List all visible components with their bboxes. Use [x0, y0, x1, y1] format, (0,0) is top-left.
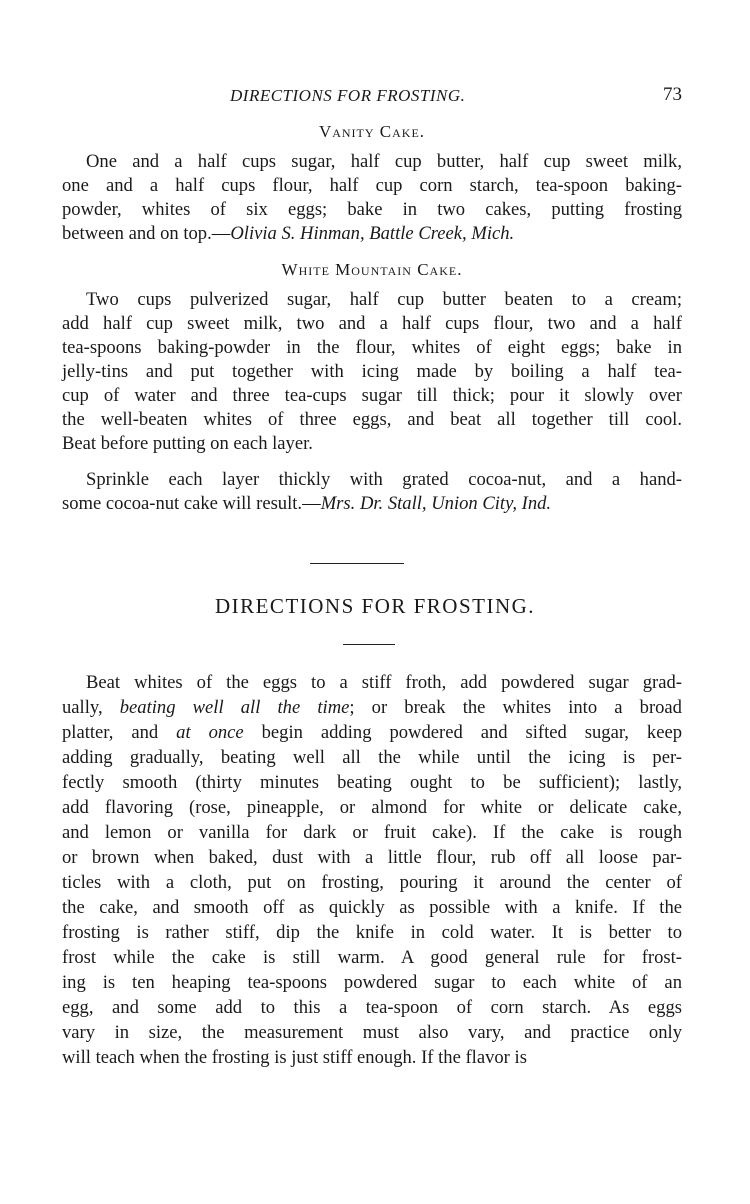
text-run: platter, and	[62, 722, 177, 743]
text-line	[62, 920, 682, 945]
recipe-title: Vanity Cake.	[318, 122, 426, 141]
text-run: fectly smooth (thirty minutes beating ought to be sufficient); lastly,	[62, 772, 682, 793]
text-line	[62, 432, 682, 456]
text-run: add flavoring (rose, pineapple, or almond for white or delicate cake,	[62, 797, 682, 818]
running-header-title: DIRECTIONS FOR FROSTING.	[230, 86, 466, 105]
text-run: and lemon or vanilla for dark or fruit cake). If the cake is rough	[62, 822, 682, 843]
text-line	[62, 174, 682, 198]
paragraph	[62, 288, 682, 456]
italic-text: Mrs. Dr. Stall, Union City, Ind.	[320, 493, 552, 514]
recipe-white-mountain-cake	[62, 260, 682, 516]
text-run: ; or break the whites into a broad	[349, 697, 682, 718]
text-run: Two cups pulverized sugar, half cup butter beaten to a cream;	[86, 289, 682, 310]
text-line	[62, 312, 682, 336]
text-run: the well-beaten whites of three eggs, and beat all together till cool.	[62, 409, 682, 430]
text-run: vary in size, the measurement must also vary, and practice only	[62, 1022, 682, 1043]
text-line	[62, 360, 682, 384]
text-run: begin adding powdered and sifted sugar, keep	[243, 722, 682, 743]
text-line	[62, 870, 682, 895]
recipe-title: White Mountain Cake.	[281, 260, 463, 279]
italic-text: Olivia S. Hinman, Battle Creek, Mich.	[230, 223, 515, 244]
recipe-vanity-cake	[62, 122, 682, 246]
text-line	[62, 408, 682, 432]
text-run: jelly-tins and put together with icing made by boiling a half tea-	[62, 361, 682, 382]
text-line	[62, 770, 682, 795]
text-line	[62, 150, 682, 174]
text-line	[62, 970, 682, 995]
text-line	[62, 1045, 682, 1070]
text-run: some cocoa-nut cake will result.—	[62, 493, 321, 514]
text-run: add half cup sweet milk, two and a half cups flour, two and a half	[62, 313, 682, 334]
text-line	[62, 695, 682, 720]
text-run: Beat before putting on each layer.	[62, 433, 313, 454]
text-line	[62, 468, 682, 492]
paragraph	[62, 670, 682, 1070]
paragraph	[62, 150, 682, 246]
text-run: One and a half cups sugar, half cup butter, half cup sweet milk,	[86, 151, 682, 172]
text-line	[62, 745, 682, 770]
text-run: ing is ten heaping tea-spoons powdered sugar to each white of an	[62, 972, 682, 993]
text-line	[62, 820, 682, 845]
text-line	[62, 336, 682, 360]
page-number: 73	[663, 84, 682, 105]
text-run: the cake, and smooth off as quickly as possible with a knife. If the	[62, 897, 682, 918]
text-run: cup of water and three tea-cups sugar till thick; pour it slowly over	[62, 385, 682, 406]
text-run: will teach when the frosting is just stiff enough. If the flavor is	[62, 1047, 527, 1068]
text-run: powder, whites of six eggs; bake in two cakes, putting frosting	[62, 199, 682, 220]
italic-text: beating well all the time	[119, 697, 350, 718]
text-run: one and a half cups flour, half cup corn starch, tea-spoon baking-	[62, 175, 682, 196]
text-line	[62, 720, 682, 745]
text-line	[62, 895, 682, 920]
section-title: DIRECTIONS FOR FROSTING.	[214, 594, 536, 618]
text-line	[62, 670, 682, 695]
text-line	[62, 995, 682, 1020]
text-run: egg, and some add to this a tea-spoon of corn starch. As eggs	[62, 997, 682, 1018]
text-line	[62, 288, 682, 312]
title-underline	[343, 644, 395, 645]
text-run: ually,	[62, 697, 120, 718]
text-line	[62, 384, 682, 408]
frosting-directions	[62, 670, 682, 1070]
text-line	[62, 198, 682, 222]
text-run: adding gradually, beating well all the while until the icing is per-	[62, 747, 682, 768]
text-line	[62, 222, 682, 246]
text-run: ticles with a cloth, put on frosting, pouring it around the center of	[62, 872, 682, 893]
text-line	[62, 1020, 682, 1045]
text-run: Beat whites of the eggs to a stiff froth, add powdered sugar grad-	[86, 672, 682, 693]
text-run: or brown when baked, dust with a little flour, rub off all loose par-	[62, 847, 682, 868]
text-line	[62, 795, 682, 820]
text-run: frosting is rather stiff, dip the knife in cold water. It is better to	[62, 922, 682, 943]
section-divider	[310, 563, 404, 564]
text-run: tea-spoons baking-powder in the flour, whites of eight eggs; bake in	[62, 337, 682, 358]
text-line	[62, 945, 682, 970]
text-run: between and on top.—	[62, 223, 231, 244]
italic-text: at once	[176, 722, 244, 743]
paragraph	[62, 468, 682, 516]
text-run: frost while the cake is still warm. A good general rule for frost-	[62, 947, 682, 968]
running-header	[62, 84, 682, 110]
text-line	[62, 845, 682, 870]
text-line	[62, 492, 682, 516]
text-run: Sprinkle each layer thickly with grated cocoa-nut, and a hand-	[86, 469, 682, 490]
